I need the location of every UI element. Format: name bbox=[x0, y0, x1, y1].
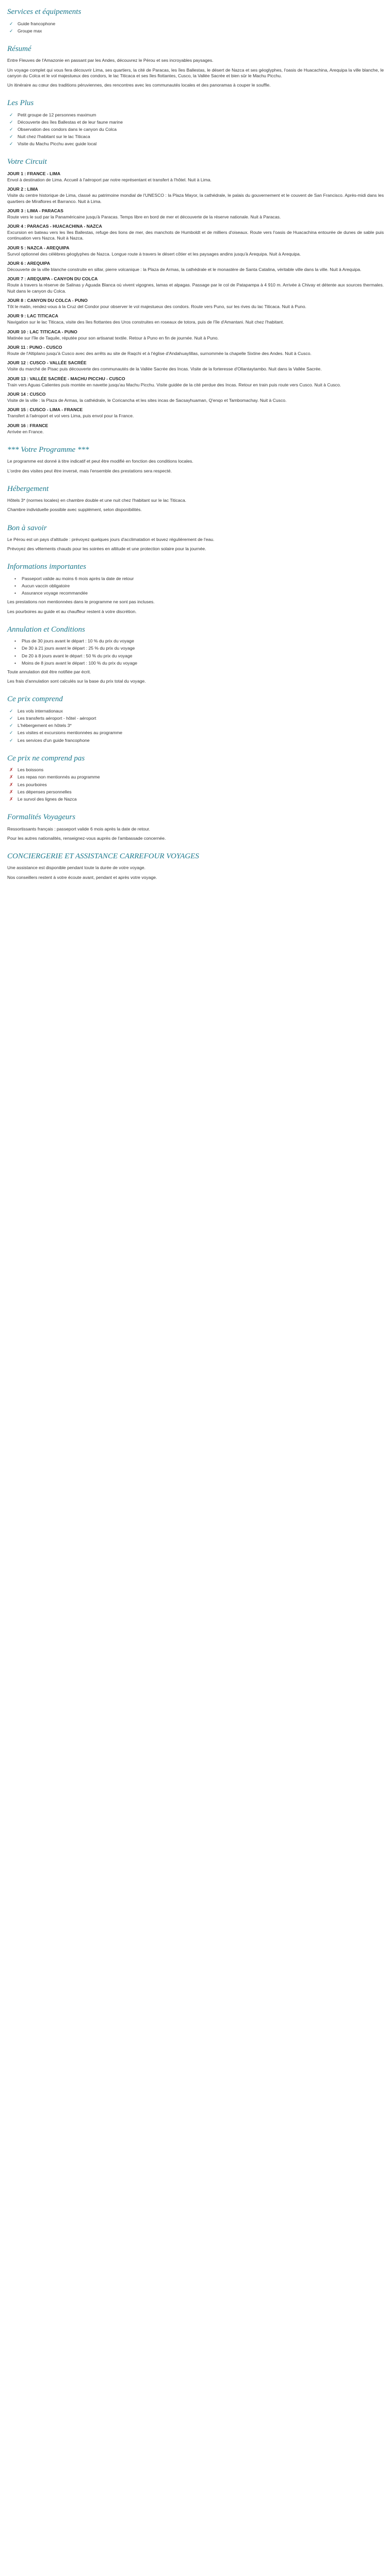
day-title: JOUR 16 : FRANCE bbox=[7, 422, 48, 428]
highlights-list bbox=[7, 112, 384, 147]
highlights-title: Les Plus bbox=[7, 99, 34, 108]
cancellation-section bbox=[7, 625, 384, 685]
cancellation-paragraph: Toute annulation doit être notifiée par écrit. bbox=[7, 669, 91, 674]
day-text: Arrivée en France. bbox=[7, 429, 44, 434]
care-section bbox=[7, 852, 384, 880]
documents-section bbox=[7, 812, 384, 841]
day-title: JOUR 3 : LIMA - PARACAS bbox=[7, 208, 63, 213]
excluded-section bbox=[7, 754, 384, 802]
itinerary-day bbox=[7, 208, 384, 220]
itinerary-day bbox=[7, 392, 384, 403]
summary-paragraph: Un itinéraire au cœur des traditions péruviennes, des rencontres avec les communautés locales et des panoramas à couper le souffle. bbox=[7, 82, 271, 88]
warnings-section bbox=[7, 445, 384, 474]
day-text: Excursion en bateau vers les îles Ballestas, refuge des lions de mer, des manchots de Humboldt et de milliers d'oiseaux. Route vers l'oasis de Huacachina entourée de dunes de sable puis continuation vers Nazca. Nuit à Nazca. bbox=[7, 230, 384, 241]
itinerary-day bbox=[7, 171, 384, 183]
day-title: JOUR 13 : VALLÉE SACRÉE - MACHU PICCHU - CUSCO bbox=[7, 376, 125, 381]
welcome-paragraph: Prévoyez des vêtements chauds pour les soirées en altitude et une protection solaire pour la journée. bbox=[7, 546, 206, 552]
service-item: ✓ Guide francophone bbox=[9, 21, 384, 27]
services-title: Services et équipements bbox=[7, 8, 82, 16]
cancellation-item: • Moins de 8 jours avant le départ : 100 % du prix du voyage bbox=[14, 660, 384, 666]
day-text: Route de l'Altiplano jusqu'à Cusco avec des arrêts au site de Raqchi et à l'église d'Andahuaylillas, surnommée la chapelle Sixtine des Andes. Nuit à Cusco. bbox=[7, 351, 312, 357]
welcome-paragraph: Le Pérou est un pays d'altitude : prévoyez quelques jours d'acclimatation et buvez régulièrement de l'eau. bbox=[7, 537, 215, 543]
warning-paragraph: Le programme est donné à titre indicatif et peut être modifié en fonction des conditions locales. bbox=[7, 459, 193, 464]
day-text: Survol optionnel des célèbres géoglyphes de Nazca. Longue route à travers le désert côtier et les paysages andins jusqu'à Arequipa. Nuit à Arequipa. bbox=[7, 251, 301, 257]
highlight-item: ✓ Visite du Machu Picchu avec guide local bbox=[9, 141, 384, 147]
services-section bbox=[7, 7, 384, 34]
itinerary-day bbox=[7, 187, 384, 205]
day-text: Tôt le matin, rendez-vous à la Cruz del Condor pour observer le vol majestueux des condors. Route vers Puno, sur les rives du lac Titicaca. Nuit à Puno. bbox=[7, 303, 306, 309]
included-item: ✓ L'hébergement en hôtels 3* bbox=[9, 723, 384, 728]
day-title: JOUR 1 : FRANCE - LIMA bbox=[7, 171, 61, 176]
cancellation-title: Annulation et Conditions bbox=[7, 625, 85, 634]
day-text: Découverte de la ville blanche construite en sillar, pierre volcanique : la Plaza de Armas, la cathédrale et le monastère de Santa Catalina, véritable ville dans la ville. Nuit à Arequipa. bbox=[7, 267, 362, 273]
day-title: JOUR 11 : PUNO - CUSCO bbox=[7, 344, 62, 350]
itinerary-day bbox=[7, 376, 384, 388]
documents-title: Formalités Voyageurs bbox=[7, 813, 76, 822]
cancellation-item: • De 20 à 8 jours avant le départ : 50 % du prix du voyage bbox=[14, 653, 384, 659]
itinerary-day bbox=[7, 276, 384, 294]
day-text: Matinée sur l'île de Taquile, réputée pour son artisanat textile. Retour à Puno en fin de journée. Nuit à Puno. bbox=[7, 335, 219, 341]
itinerary-day bbox=[7, 360, 384, 372]
highlight-item: ✓ Petit groupe de 12 personnes maximum bbox=[9, 112, 384, 118]
included-item: ✓ Les vols internationaux bbox=[9, 708, 384, 714]
included-item: ✓ Les transferts aéroport - hôtel - aéroport bbox=[9, 716, 384, 721]
itinerary-day bbox=[7, 345, 384, 357]
day-text: Route vers le sud par la Panaméricaine jusqu'à Paracas. Temps libre en bord de mer et découverte de la réserve nationale. Nuit à Paracas. bbox=[7, 214, 281, 219]
excluded-item: ✗ Les pourboires bbox=[9, 782, 384, 788]
excluded-item: ✗ Les repas non mentionnés au programme bbox=[9, 774, 384, 780]
day-title: JOUR 12 : CUSCO - VALLÉE SACRÉE bbox=[7, 360, 87, 366]
welcome-section bbox=[7, 523, 384, 552]
included-section bbox=[7, 694, 384, 743]
day-title: JOUR 10 : LAC TITICACA - PUNO bbox=[7, 329, 77, 334]
itinerary-day bbox=[7, 224, 384, 242]
excluded-item: ✗ Les dépenses personnelles bbox=[9, 789, 384, 795]
itinerary-day bbox=[7, 329, 384, 341]
day-text: Transfert à l'aéroport et vol vers Lima, puis envol pour la France. bbox=[7, 413, 134, 419]
day-text: Envol à destination de Lima. Accueil à l'aéroport par notre représentant et transfert à l'hôtel. Nuit à Lima. bbox=[7, 177, 211, 183]
day-title: JOUR 15 : CUSCO - LIMA - FRANCE bbox=[7, 407, 83, 413]
included-item: ✓ Les visites et excursions mentionnées au programme bbox=[9, 730, 384, 736]
excluded-title: Ce prix ne comprend pas bbox=[7, 754, 85, 762]
day-text: Route à travers la réserve de Salinas y Aguada Blanca où vivent vigognes, lamas et alpagas. Passage par le col de Patapampa à 4 910 m. Arrivée à Chivay et détente aux sources thermales. Nuit dans le canyon du Colca. bbox=[7, 282, 384, 294]
day-title: JOUR 6 : AREQUIPA bbox=[7, 260, 51, 266]
summary-paragraph: Entre Fleuves de l'Amazonie en passant par les Andes, découvrez le Pérou et ses incroyables paysages. bbox=[7, 58, 214, 63]
service-item: ✓ Groupe max bbox=[9, 28, 384, 34]
day-title: JOUR 2 : LIMA bbox=[7, 187, 38, 192]
included-item: ✓ Les services d'un guide francophone bbox=[9, 738, 384, 743]
day-title: JOUR 4 : PARACAS - HUACACHINA - NAZCA bbox=[7, 224, 102, 229]
summary-section bbox=[7, 44, 384, 88]
cancellation-item: • Plus de 30 jours avant le départ : 10 % du prix du voyage bbox=[14, 638, 384, 644]
day-text: Visite de la ville : la Plaza de Armas, la cathédrale, le Coricancha et les sites incas de Sacsayhuaman, Q'enqo et Tambomachay. Nuit à Cusco. bbox=[7, 398, 287, 403]
welcome-title: Bon à savoir bbox=[7, 523, 47, 532]
accommodation-section bbox=[7, 484, 384, 513]
formality-item: • Passeport valide au moins 6 mois après la date de retour bbox=[14, 576, 384, 582]
itinerary-day bbox=[7, 407, 384, 419]
itinerary-day bbox=[7, 313, 384, 325]
itinerary-day bbox=[7, 298, 384, 310]
cancellation-item: • De 30 à 21 jours avant le départ : 25 % du prix du voyage bbox=[14, 646, 384, 651]
highlight-item: ✓ Nuit chez l'habitant sur le lac Titicaca bbox=[9, 134, 384, 140]
formalities-section bbox=[7, 562, 384, 614]
summary-paragraph: Un voyage complet qui vous fera découvrir Lima, ses quartiers, la cité de Paracas, les îles Ballestas, le désert de Nazca et ses géoglyphes, l'oasis de Huacachina, Arequipa la ville blanche, le canyon du Colca et le vol majestueux des condors, le lac Titicaca et ses îles flottantes, Cusco, la Vallée Sacrée et bien sûr le Machu Picchu. bbox=[7, 67, 384, 78]
day-text: Visite du centre historique de Lima, classé au patrimoine mondial de l'UNESCO : la Plaza Mayor, la cathédrale, le palais du gouvernement et le couvent de San Francisco. Après-midi dans les quartiers de Miraflores et Barranco. Nuit à Lima. bbox=[7, 193, 384, 204]
accommodation-paragraph: Hôtels 3* (normes locales) en chambre double et une nuit chez l'habitant sur le lac Titicaca. bbox=[7, 498, 187, 503]
included-list bbox=[7, 708, 384, 743]
day-text: Train vers Aguas Calientes puis montée en navette jusqu'au Machu Picchu. Visite guidée de la cité perdue des Incas. Retour en train puis route vers Cusco. Nuit à Cusco. bbox=[7, 382, 341, 387]
formalities-list bbox=[7, 576, 384, 597]
warning-paragraph: L'ordre des visites peut être inversé, mais l'ensemble des prestations sera respecté. bbox=[7, 468, 172, 473]
warnings-title: *** Votre Programme *** bbox=[7, 445, 89, 454]
care-paragraph: Nos conseillers restent à votre écoute avant, pendant et après votre voyage. bbox=[7, 874, 157, 880]
day-title: JOUR 5 : NAZCA - AREQUIPA bbox=[7, 245, 70, 250]
formality-item: • Aucun vaccin obligatoire bbox=[14, 583, 384, 589]
excluded-item: ✗ Les boissons bbox=[9, 767, 384, 773]
cancellation-paragraph: Les frais d'annulation sont calculés sur la base du prix total du voyage. bbox=[7, 679, 146, 684]
included-title: Ce prix comprend bbox=[7, 695, 63, 704]
itinerary-day bbox=[7, 261, 384, 273]
highlight-item: ✓ Observation des condors dans le canyon du Colca bbox=[9, 127, 384, 132]
itinerary-section bbox=[7, 157, 384, 435]
highlights-section bbox=[7, 98, 384, 147]
formality-item: • Assurance voyage recommandée bbox=[14, 590, 384, 596]
day-text: Navigation sur le lac Titicaca, visite des îles flottantes des Uros construites en roseaux de totora, puis de l'île d'Amantani. Nuit chez l'habitant. bbox=[7, 319, 284, 325]
day-title: JOUR 9 : LAC TITICACA bbox=[7, 313, 58, 319]
itinerary-title: Votre Circuit bbox=[7, 158, 47, 166]
day-text: Visite du marché de Pisac puis découverte des communautés de la Vallée Sacrée des Incas. Visite de la forteresse d'Ollantaytambo. Nuit dans la Vallée Sacrée. bbox=[7, 366, 322, 372]
formalities-title: Informations importantes bbox=[7, 563, 86, 571]
cancellation-list bbox=[7, 638, 384, 666]
care-title: CONCIERGERIE ET ASSISTANCE CARREFOUR VOYAGES bbox=[7, 852, 199, 860]
care-paragraph: Une assistance est disponible pendant toute la durée de votre voyage. bbox=[7, 865, 146, 871]
formality-paragraph: Les pourboires au guide et au chauffeur restent à votre discrétion. bbox=[7, 608, 137, 614]
accommodation-paragraph: Chambre individuelle possible avec supplément, selon disponibilités. bbox=[7, 507, 142, 513]
excluded-list bbox=[7, 767, 384, 802]
services-list bbox=[7, 21, 384, 34]
documents-paragraph: Pour les autres nationalités, renseignez-vous auprès de l'ambassade concernée. bbox=[7, 835, 166, 841]
day-title: JOUR 14 : CUSCO bbox=[7, 391, 46, 397]
accommodation-title: Hébergement bbox=[7, 484, 49, 493]
itinerary-day bbox=[7, 245, 384, 257]
itinerary-day bbox=[7, 423, 384, 435]
day-title: JOUR 8 : CANYON DU COLCA - PUNO bbox=[7, 297, 88, 303]
documents-paragraph: Ressortissants français : passeport valide 6 mois après la date de retour. bbox=[7, 826, 151, 832]
highlight-item: ✓ Découverte des îles Ballestas et de leur faune marine bbox=[9, 120, 384, 125]
formality-paragraph: Les prestations non mentionnées dans le programme ne sont pas incluses. bbox=[7, 599, 155, 605]
summary-title: Résumé bbox=[7, 44, 31, 53]
day-title: JOUR 7 : AREQUIPA - CANYON DU COLCA bbox=[7, 276, 98, 282]
excluded-item: ✗ Le survol des lignes de Nazca bbox=[9, 796, 384, 802]
